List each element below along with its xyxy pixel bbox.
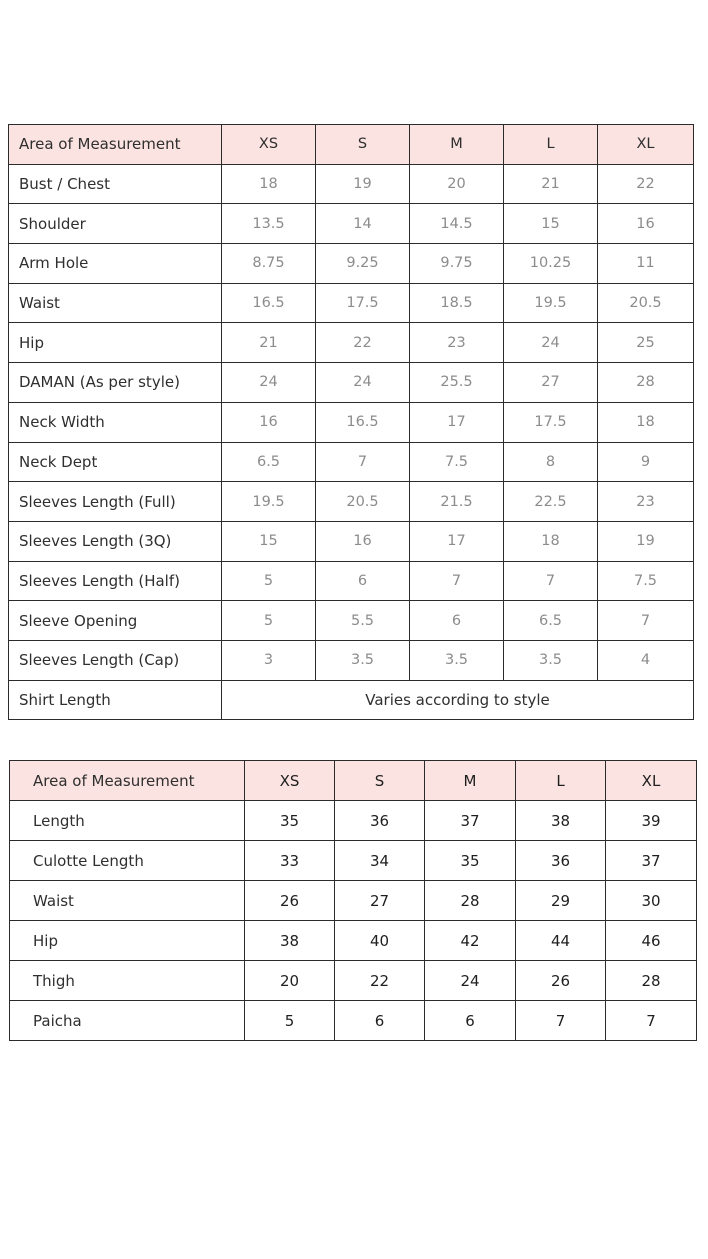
measurement-value: 7 bbox=[504, 561, 598, 601]
measurement-value: 7 bbox=[316, 442, 410, 482]
measurement-value: 23 bbox=[598, 482, 694, 522]
measurement-value: 16.5 bbox=[222, 283, 316, 323]
row-label: Length bbox=[10, 801, 245, 841]
measurement-value: 15 bbox=[504, 204, 598, 244]
measurement-value: 4 bbox=[598, 640, 694, 680]
table-row bbox=[9, 442, 694, 482]
measurement-value: 44 bbox=[516, 921, 606, 961]
measurement-value: 14.5 bbox=[410, 204, 504, 244]
row-label: Bust / Chest bbox=[9, 164, 222, 204]
column-header-size: M bbox=[410, 125, 504, 165]
measurement-value: 16.5 bbox=[316, 402, 410, 442]
bottom-header-row bbox=[10, 761, 697, 801]
measurement-value: 18 bbox=[598, 402, 694, 442]
measurement-value: 35 bbox=[245, 801, 335, 841]
table-row bbox=[9, 164, 694, 204]
measurement-value: 6 bbox=[335, 1001, 425, 1041]
row-label: Arm Hole bbox=[9, 244, 222, 284]
measurement-value: 21 bbox=[504, 164, 598, 204]
measurement-value: 17 bbox=[410, 402, 504, 442]
measurement-value: 9.75 bbox=[410, 244, 504, 284]
measurement-value: 7.5 bbox=[410, 442, 504, 482]
measurement-value: 11 bbox=[598, 244, 694, 284]
measurement-value: 40 bbox=[335, 921, 425, 961]
measurement-value: 14 bbox=[316, 204, 410, 244]
varies-note: Varies according to style bbox=[222, 680, 694, 720]
row-label: Thigh bbox=[10, 961, 245, 1001]
measurement-value: 27 bbox=[504, 363, 598, 403]
bottom-size-chart bbox=[9, 760, 697, 1041]
measurement-value: 46 bbox=[606, 921, 697, 961]
row-label: Sleeves Length (Half) bbox=[9, 561, 222, 601]
measurement-value: 23 bbox=[410, 323, 504, 363]
table-row bbox=[9, 521, 694, 561]
measurement-value: 36 bbox=[335, 801, 425, 841]
measurement-value: 17 bbox=[410, 521, 504, 561]
measurement-value: 16 bbox=[598, 204, 694, 244]
table-row bbox=[9, 640, 694, 680]
measurement-value: 24 bbox=[504, 323, 598, 363]
measurement-value: 7 bbox=[410, 561, 504, 601]
measurement-value: 20 bbox=[410, 164, 504, 204]
measurement-value: 5.5 bbox=[316, 601, 410, 641]
measurement-value: 6 bbox=[410, 601, 504, 641]
measurement-value: 24 bbox=[316, 363, 410, 403]
measurement-value: 29 bbox=[516, 881, 606, 921]
measurement-value: 7 bbox=[516, 1001, 606, 1041]
measurement-value: 24 bbox=[425, 961, 516, 1001]
measurement-value: 8.75 bbox=[222, 244, 316, 284]
measurement-value: 20 bbox=[245, 961, 335, 1001]
column-header-area: Area of Measurement bbox=[9, 125, 222, 165]
measurement-value: 28 bbox=[606, 961, 697, 1001]
measurement-value: 20.5 bbox=[598, 283, 694, 323]
measurement-value: 27 bbox=[335, 881, 425, 921]
measurement-value: 22 bbox=[316, 323, 410, 363]
table-row bbox=[9, 323, 694, 363]
measurement-value: 7 bbox=[606, 1001, 697, 1041]
top-header-row bbox=[9, 125, 694, 165]
measurement-value: 17.5 bbox=[504, 402, 598, 442]
measurement-value: 21.5 bbox=[410, 482, 504, 522]
row-label: Waist bbox=[10, 881, 245, 921]
column-header-size: XL bbox=[606, 761, 697, 801]
row-label: Waist bbox=[9, 283, 222, 323]
measurement-value: 22.5 bbox=[504, 482, 598, 522]
measurement-value: 19 bbox=[316, 164, 410, 204]
row-label: Paicha bbox=[10, 1001, 245, 1041]
measurement-value: 21 bbox=[222, 323, 316, 363]
measurement-value: 38 bbox=[516, 801, 606, 841]
table-row bbox=[10, 881, 697, 921]
measurement-value: 20.5 bbox=[316, 482, 410, 522]
column-header-size: XS bbox=[222, 125, 316, 165]
column-header-size: S bbox=[335, 761, 425, 801]
table-row bbox=[10, 921, 697, 961]
table-row bbox=[9, 482, 694, 522]
table-row bbox=[9, 402, 694, 442]
measurement-value: 5 bbox=[222, 601, 316, 641]
column-header-size: L bbox=[504, 125, 598, 165]
table-row bbox=[10, 841, 697, 881]
measurement-value: 28 bbox=[598, 363, 694, 403]
measurement-value: 10.25 bbox=[504, 244, 598, 284]
measurement-value: 16 bbox=[316, 521, 410, 561]
measurement-value: 24 bbox=[222, 363, 316, 403]
measurement-value: 3.5 bbox=[410, 640, 504, 680]
row-label: DAMAN (As per style) bbox=[9, 363, 222, 403]
measurement-value: 35 bbox=[425, 841, 516, 881]
column-header-size: XL bbox=[598, 125, 694, 165]
column-header-area: Area of Measurement bbox=[10, 761, 245, 801]
table-row bbox=[10, 801, 697, 841]
measurement-value: 6 bbox=[316, 561, 410, 601]
measurement-value: 13.5 bbox=[222, 204, 316, 244]
row-label: Neck Width bbox=[9, 402, 222, 442]
measurement-value: 19 bbox=[598, 521, 694, 561]
table-row bbox=[9, 283, 694, 323]
measurement-value: 6.5 bbox=[504, 601, 598, 641]
measurement-value: 25.5 bbox=[410, 363, 504, 403]
measurement-value: 8 bbox=[504, 442, 598, 482]
measurement-value: 22 bbox=[598, 164, 694, 204]
measurement-value: 7 bbox=[598, 601, 694, 641]
measurement-value: 26 bbox=[245, 881, 335, 921]
table-row bbox=[9, 363, 694, 403]
measurement-value: 37 bbox=[606, 841, 697, 881]
measurement-value: 42 bbox=[425, 921, 516, 961]
measurement-value: 15 bbox=[222, 521, 316, 561]
measurement-value: 38 bbox=[245, 921, 335, 961]
measurement-value: 36 bbox=[516, 841, 606, 881]
measurement-value: 34 bbox=[335, 841, 425, 881]
measurement-value: 18 bbox=[504, 521, 598, 561]
measurement-value: 7.5 bbox=[598, 561, 694, 601]
row-label: Culotte Length bbox=[10, 841, 245, 881]
measurement-value: 6.5 bbox=[222, 442, 316, 482]
measurement-value: 28 bbox=[425, 881, 516, 921]
table-row bbox=[9, 561, 694, 601]
measurement-value: 3.5 bbox=[504, 640, 598, 680]
table-row bbox=[9, 680, 694, 720]
measurement-value: 3 bbox=[222, 640, 316, 680]
row-label: Shirt Length bbox=[9, 680, 222, 720]
measurement-value: 22 bbox=[335, 961, 425, 1001]
table-row bbox=[9, 204, 694, 244]
measurement-value: 5 bbox=[222, 561, 316, 601]
top-size-chart bbox=[8, 124, 694, 720]
measurement-value: 18.5 bbox=[410, 283, 504, 323]
measurement-value: 9 bbox=[598, 442, 694, 482]
row-label: Sleeves Length (Cap) bbox=[9, 640, 222, 680]
measurement-value: 37 bbox=[425, 801, 516, 841]
measurement-value: 25 bbox=[598, 323, 694, 363]
measurement-value: 19.5 bbox=[504, 283, 598, 323]
column-header-size: S bbox=[316, 125, 410, 165]
row-label: Sleeve Opening bbox=[9, 601, 222, 641]
measurement-value: 18 bbox=[222, 164, 316, 204]
measurement-value: 6 bbox=[425, 1001, 516, 1041]
row-label: Hip bbox=[9, 323, 222, 363]
measurement-value: 5 bbox=[245, 1001, 335, 1041]
measurement-value: 3.5 bbox=[316, 640, 410, 680]
measurement-value: 9.25 bbox=[316, 244, 410, 284]
row-label: Sleeves Length (Full) bbox=[9, 482, 222, 522]
table-row bbox=[10, 1001, 697, 1041]
measurement-value: 26 bbox=[516, 961, 606, 1001]
measurement-value: 39 bbox=[606, 801, 697, 841]
measurement-value: 33 bbox=[245, 841, 335, 881]
measurement-value: 17.5 bbox=[316, 283, 410, 323]
row-label: Sleeves Length (3Q) bbox=[9, 521, 222, 561]
column-header-size: XS bbox=[245, 761, 335, 801]
row-label: Hip bbox=[10, 921, 245, 961]
column-header-size: M bbox=[425, 761, 516, 801]
measurement-value: 16 bbox=[222, 402, 316, 442]
measurement-value: 19.5 bbox=[222, 482, 316, 522]
table-row bbox=[9, 244, 694, 284]
table-row bbox=[10, 961, 697, 1001]
table-row bbox=[9, 601, 694, 641]
measurement-value: 30 bbox=[606, 881, 697, 921]
column-header-size: L bbox=[516, 761, 606, 801]
row-label: Neck Dept bbox=[9, 442, 222, 482]
row-label: Shoulder bbox=[9, 204, 222, 244]
